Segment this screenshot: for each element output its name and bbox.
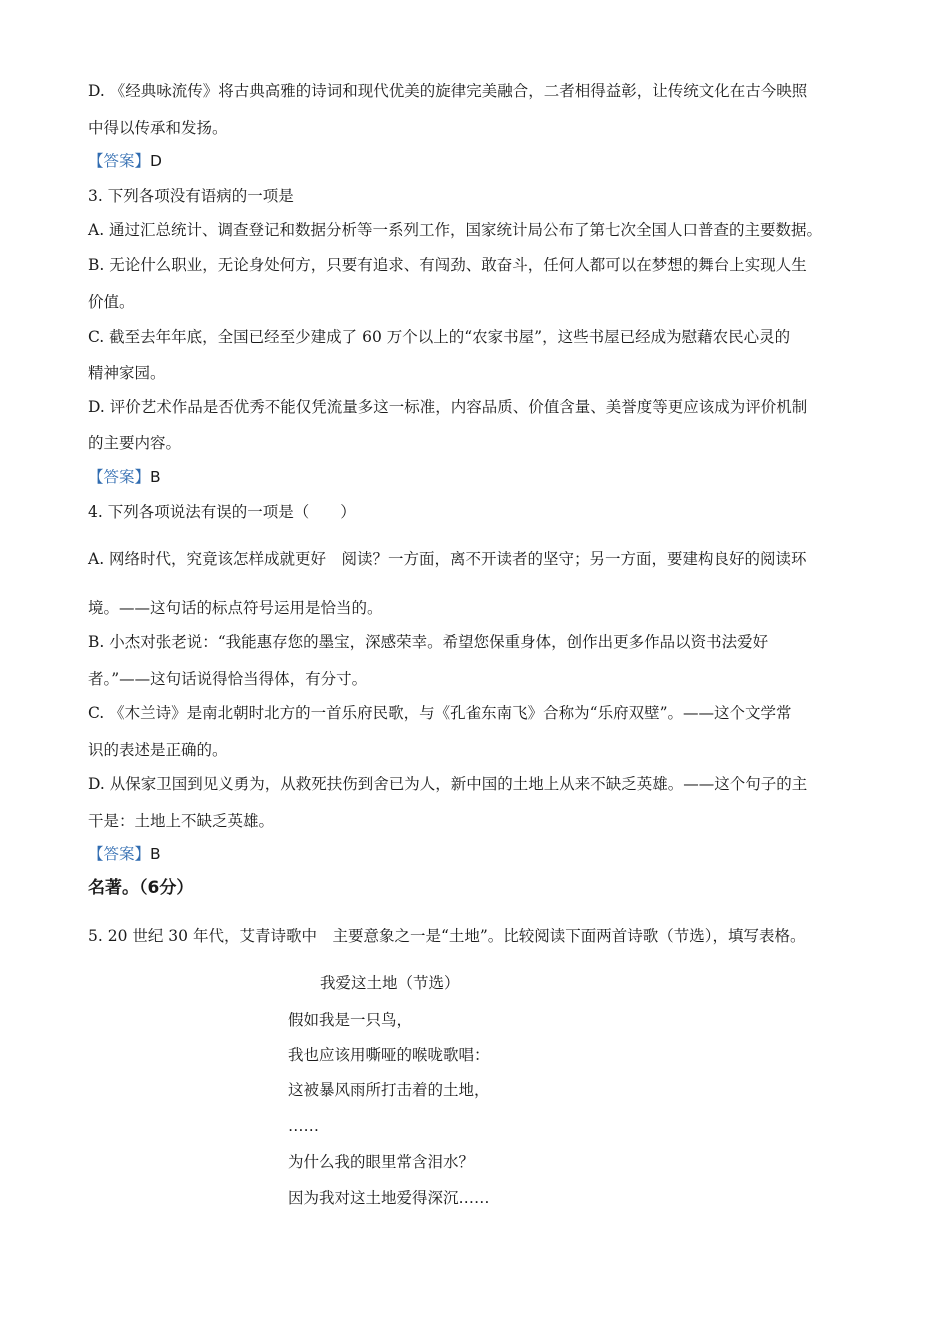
q4-answer <box>88 843 161 865</box>
q5-stem: 5. 20 世纪 30 年代，艾青诗歌中 主要意象之一是“土地”。比较阅读下面两首诗歌（节选），填写表格。 <box>88 927 806 945</box>
poem-line: …… <box>288 1117 319 1135</box>
q2-option-d-line1: D. 《经典咏流传》将古典高雅的诗词和现代优美的旋律完美融合，二者相得益彰，让传统文化在古今映照 <box>88 82 808 100</box>
q3-option-b-line1: B. 无论什么职业，无论身处何方，只要有追求、有闯劲、敢奋斗，任何人都可以在梦想的舞台上实现人生 <box>88 256 807 274</box>
poem-line: 这被暴风雨所打击着的土地， <box>288 1081 490 1099</box>
section-title: 名著。（6分） <box>88 878 194 898</box>
q3-option-d-line2: 的主要内容。 <box>88 434 182 452</box>
q2-answer <box>88 150 162 172</box>
q4-option-c-line2: 识的表述是正确的。 <box>88 741 228 759</box>
q3-option-d-line1: D. 评价艺术作品是否优秀不能仅凭流量多这一标准，内容品质、价值含量、美誉度等更应该成为评价机制 <box>88 398 808 416</box>
q4-option-a-line1: A. 网络时代，究竟该怎样成就更好 阅读？一方面，离不开读者的坚守；另一方面，要建构良好的阅读环 <box>88 550 807 568</box>
answer-label: 【答案】 <box>88 468 151 486</box>
poem-line: 假如我是一只鸟， <box>288 1011 413 1029</box>
q4-option-c-line1: C. 《木兰诗》是南北朝时北方的一首乐府民歌，与《孔雀东南飞》合称为“乐府双壁”。——这个文学常 <box>88 704 792 722</box>
q4-option-b-line2: 者。”——这句话说得恰当得体，有分寸。 <box>88 670 368 688</box>
q3-answer <box>88 466 161 488</box>
answer-label: 【答案】 <box>88 152 151 170</box>
q2-option-d-line2: 中得以传承和发扬。 <box>88 119 228 137</box>
poem-line: 我也应该用嘶哑的喉咙歌唱： <box>288 1046 490 1064</box>
answer-value: D <box>150 152 162 170</box>
answer-value: B <box>150 845 161 863</box>
answer-label: 【答案】 <box>88 845 151 863</box>
q4-option-b-line1: B. 小杰对张老说：“我能惠存您的墨宝，深感荣幸。希望您保重身体，创作出更多作品以资书法爱好 <box>88 633 769 651</box>
poem-title: 我爱这土地（节选） <box>320 974 460 992</box>
q3-option-a: A. 通过汇总统计、调查登记和数据分析等一系列工作，国家统计局公布了第七次全国人口普查的主要数据。 <box>88 221 823 239</box>
q3-option-b-line2: 价值。 <box>88 293 135 311</box>
answer-value: B <box>150 468 161 486</box>
q4-option-d-line1: D. 从保家卫国到见义勇为，从救死扶伤到舍已为人，新中国的土地上从来不缺乏英雄。——这个句子的主 <box>88 775 808 793</box>
q3-stem: 3. 下列各项没有语病的一项是 <box>88 187 294 205</box>
q4-stem: 4. 下列各项说法有误的一项是（ ） <box>88 503 356 521</box>
poem-line: 为什么我的眼里常含泪水？ <box>288 1153 475 1171</box>
q4-option-a-line2: 境。——这句话的标点符号运用是恰当的。 <box>88 599 383 617</box>
q4-option-d-line2: 干是：土地上不缺乏英雄。 <box>88 812 275 830</box>
poem-line: 因为我对这土地爱得深沉…… <box>288 1189 490 1207</box>
q3-option-c-line1: C. 截至去年年底，全国已经至少建成了 60 万个以上的“农家书屋”，这些书屋已经成为慰藉农民心灵的 <box>88 328 791 346</box>
q3-option-c-line2: 精神家园。 <box>88 364 166 382</box>
